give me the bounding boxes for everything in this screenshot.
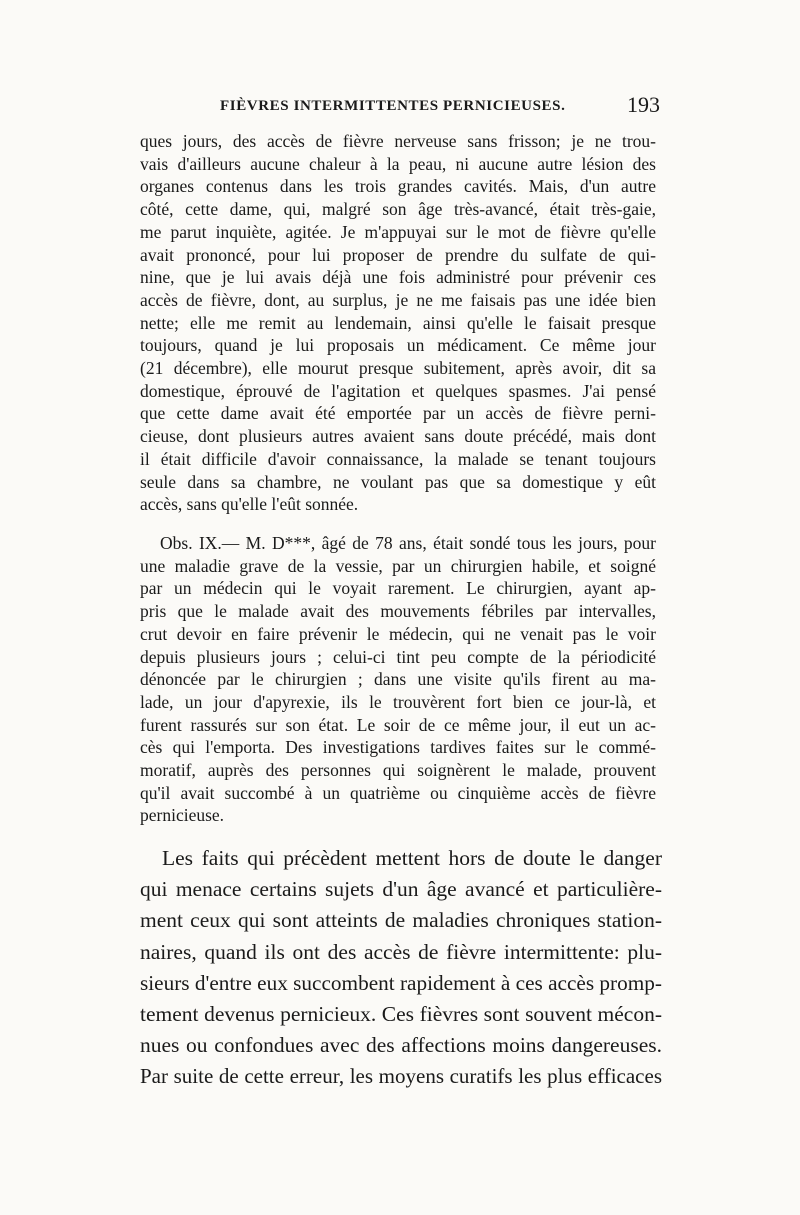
text-line: nette; elle me remit au lendemain, ainsi qu'elle le faisait presque <box>140 312 656 333</box>
text-line: naires, quand ils ont des accès de fièvre intermittente: plu- <box>140 939 662 964</box>
text-line: avait prononcé, pour lui proposer de prendre du sulfate de qui- <box>140 244 656 265</box>
text-line: une maladie grave de la vessie, par un chirurgien habile, et soigné <box>140 555 656 576</box>
text-line: dénoncée par le chirurgien ; dans une visite qu'ils firent au ma- <box>140 669 656 690</box>
text-line: sieurs d'entre eux succombent rapidement à ces accès promp- <box>140 970 662 995</box>
paragraph-conclusion <box>140 843 662 1093</box>
paragraph-observation-ix <box>140 532 656 827</box>
text-line: organes contenus dans les trois grandes cavités. Mais, d'un autre <box>140 176 656 197</box>
text-line: cès qui l'emporta. Des investigations tardives faites sur le commé- <box>140 737 656 758</box>
text-line: cieuse, dont plusieurs autres avaient sans doute précédé, mais dont <box>140 426 656 447</box>
text-line: accès de fièvre, dont, au surplus, je ne me faisais pas une idée bien <box>140 289 656 310</box>
text-line: crut devoir en faire prévenir le médecin, qui ne venait pas le voir <box>140 623 656 644</box>
text-line: par un médecin qui le voyait rarement. Le chirurgien, ayant ap- <box>140 578 656 599</box>
text-line: pris que le malade avait des mouvements fébriles par intervalles, <box>140 601 656 622</box>
text-line: Les faits qui précèdent mettent hors de doute le danger <box>162 846 662 870</box>
text-line: tement devenus pernicieux. Ces fièvres sont souvent mécon- <box>140 1002 662 1027</box>
text-line: pernicieuse. <box>140 805 225 826</box>
text-line: (21 décembre), elle mourut presque subitement, après avoir, dit sa <box>140 358 656 379</box>
text-line: nues ou confondues avec des affections moins dangereuses. <box>140 1033 662 1058</box>
page-number: 193 <box>627 92 660 117</box>
text-line: ment ceux qui sont atteints de maladies chroniques station- <box>140 908 662 933</box>
text-line: furent rassurés sur son état. Le soir de ce même jour, il eut un ac- <box>140 714 656 735</box>
running-title: FIÈVRES INTERMITTENTES PERNICIEUSES. <box>220 98 566 114</box>
text-line: côté, cette dame, qui, malgré son âge très-avancé, était très-gaie, <box>140 199 656 220</box>
text-line: moratif, auprès des personnes qui soignèrent le malade, prouvent <box>140 760 656 781</box>
text-line: vais d'ailleurs aucune chaleur à la peau, ni aucune autre lésion des <box>140 153 656 174</box>
text-line: lade, un jour d'apyrexie, ils le trouvèrent fort bien ce jour-là, et <box>140 691 656 712</box>
text-line: toujours, quand je lui proposais un médicament. Ce même jour <box>140 335 656 356</box>
text-line: domestique, éprouvé de l'agitation et quelques spasmes. J'ai pensé <box>140 380 656 401</box>
text-line: qui menace certains sujets d'un âge avancé et particulière- <box>140 877 662 902</box>
text-line: qu'il avait succombé à un quatrième ou cinquième accès de fièvre <box>140 782 656 803</box>
text-line: ques jours, des accès de fièvre nerveuse sans frisson; je ne trou- <box>140 131 656 151</box>
text-line: que cette dame avait été emportée par un accès de fièvre perni- <box>140 403 656 424</box>
paragraph-observation-viii-end <box>140 130 656 516</box>
text-line: me parut inquiète, agitée. Je m'appuyai sur le mot de fièvre qu'elle <box>140 221 656 242</box>
text-line: nine, que je lui avais déjà une fois administré pour prévenir ces <box>140 267 656 288</box>
text-line: seule dans sa chambre, ne voulant pas que sa domestique y eût <box>140 471 656 492</box>
text-line: il était difficile d'avoir connaissance, la malade se tenant toujours <box>140 448 656 469</box>
text-line: depuis plusieurs jours ; celui-ci tint peu compte de la périodicité <box>140 646 656 667</box>
text-line: Par suite de cette erreur, les moyens curatifs les plus efficaces <box>140 1064 662 1089</box>
text-line: accès, sans qu'elle l'eût sonnée. <box>140 494 359 515</box>
text-line: Obs. IX.— M. D***, âgé de 78 ans, était sondé tous les jours, pour <box>160 533 656 553</box>
page-header <box>140 92 660 122</box>
